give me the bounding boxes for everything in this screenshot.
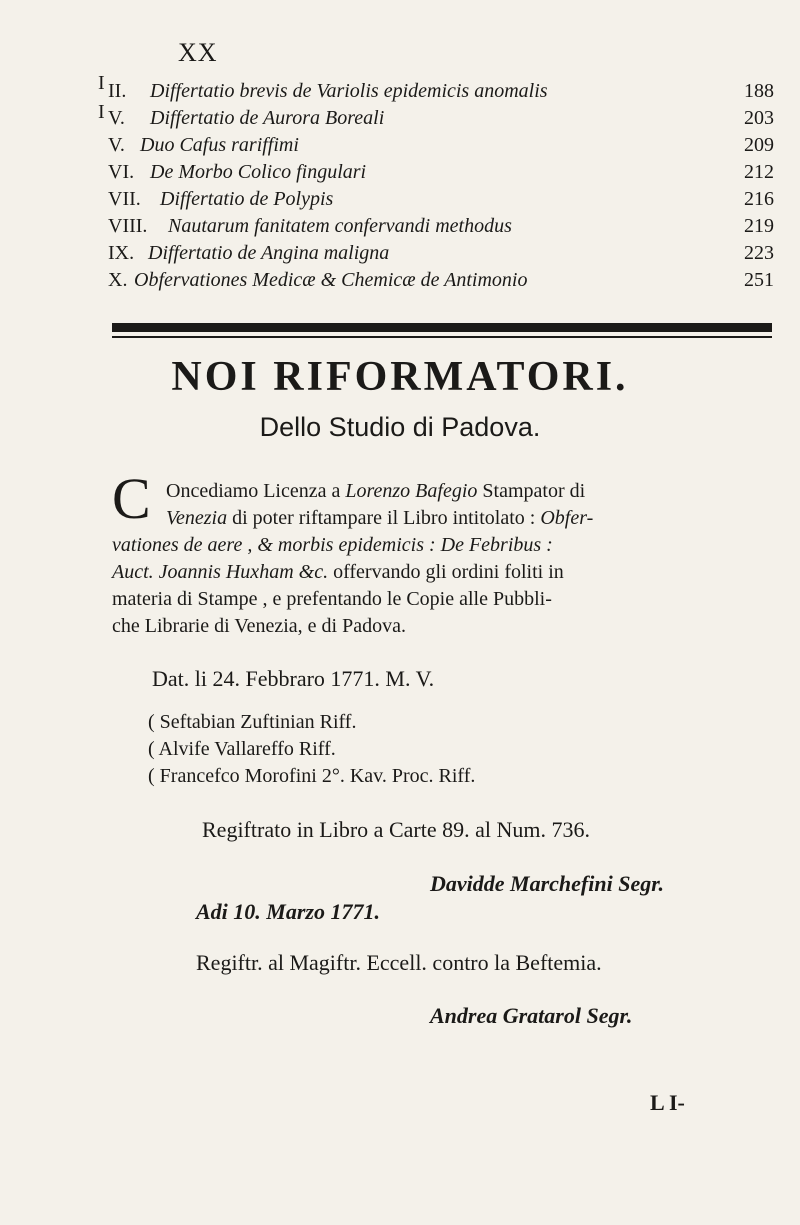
toc-number: IX. (108, 242, 135, 264)
license-place: Venezia (166, 507, 228, 529)
signatory: ( Alvife Vallareffo Riff. (148, 738, 336, 760)
registration-line: Regiftrato in Libro a Carte 89. al Num. 736. (202, 817, 590, 842)
toc-page: 188 (744, 80, 774, 102)
toc-entry (108, 267, 788, 294)
toc-entry (98, 101, 788, 132)
toc-entry (108, 240, 788, 267)
license-printer-name: Lorenzo Bafegio (345, 480, 478, 502)
toc-number: V. (108, 134, 125, 156)
toc-entry (108, 159, 788, 186)
toc-title: Duo Cafus rariffimi (140, 134, 299, 156)
toc-page: 219 (744, 215, 774, 237)
toc-title: Nautarum fanitatem confervandi methodus (168, 215, 512, 237)
toc-entry (108, 132, 788, 159)
registration-line-2: Regiftr. al Magiftr. Eccell. contro la Beftemia. (196, 950, 602, 975)
license-author: Auct. Joannis Huxham &c. (112, 561, 329, 583)
page-subheading: Dello Studio di Padova. (259, 412, 541, 442)
license-line (166, 480, 585, 503)
toc-mark: I (98, 101, 105, 123)
toc-title: Differtatio brevis de Variolis epidemicis anomalis (150, 80, 548, 102)
license-book-title: Obfer- (540, 507, 594, 529)
ornamental-rule (112, 323, 772, 332)
toc-number: VIII. (108, 215, 148, 237)
license-line (112, 561, 564, 584)
drop-cap: C (112, 466, 151, 531)
catchword: L I- (650, 1090, 685, 1115)
table-of-contents (98, 72, 788, 294)
toc-page: 212 (744, 161, 774, 183)
license-text: Oncediamo Licenza a (166, 480, 346, 502)
license-text: offervando gli ordini foliti in (328, 561, 564, 583)
toc-number: VII. (108, 188, 141, 210)
license-text: Stampator di (477, 480, 586, 502)
toc-entry (108, 213, 788, 240)
license-line: che Librarie di Venezia, e di Padova. (112, 615, 406, 637)
date-line-2: Adi 10. Marzo 1771. (196, 899, 380, 924)
toc-title: De Morbo Colico fingulari (150, 161, 367, 183)
ornamental-rule-thin (112, 336, 772, 338)
signatory: ( Francefco Morofini 2°. Kav. Proc. Riff. (148, 765, 476, 787)
toc-page: 223 (744, 242, 774, 264)
toc-title: Obfervationes Medicæ & Chemicæ de Antimonio (134, 269, 528, 291)
toc-page: 251 (744, 269, 774, 291)
toc-number: II. (108, 80, 127, 102)
toc-number: VI. (108, 161, 135, 183)
toc-page: 216 (744, 188, 774, 210)
date-line: Dat. li 24. Febbraro 1771. M. V. (152, 666, 435, 691)
license-text: di poter riftampare il Libro intitolato : (227, 507, 541, 529)
toc-number: V. (108, 107, 125, 129)
toc-title: Differtatio de Aurora Boreali (150, 107, 385, 129)
secretary-signature-2: Andrea Gratarol Segr. (430, 1003, 633, 1028)
toc-entry (108, 186, 788, 213)
license-line: materia di Stampe , e prefentando le Copie alle Pubbli- (112, 588, 552, 610)
toc-page: 203 (744, 107, 774, 129)
signatory: ( Seftabian Zuftinian Riff. (148, 711, 357, 733)
license-line (166, 507, 593, 530)
secretary-signature: Davidde Marchefini Segr. (430, 871, 665, 896)
toc-title: Differtatio de Angina maligna (148, 242, 390, 264)
toc-entry (98, 72, 788, 105)
toc-title: Differtatio de Polypis (160, 188, 334, 210)
page-number: XX (178, 38, 218, 67)
toc-mark: I (98, 72, 105, 94)
license-line: vationes de aere , & morbis epidemicis : De Febribus : (112, 534, 553, 556)
page-heading: NOI RIFORMATORI. (171, 354, 629, 400)
toc-number: X. (108, 269, 128, 291)
toc-page: 209 (744, 134, 774, 156)
